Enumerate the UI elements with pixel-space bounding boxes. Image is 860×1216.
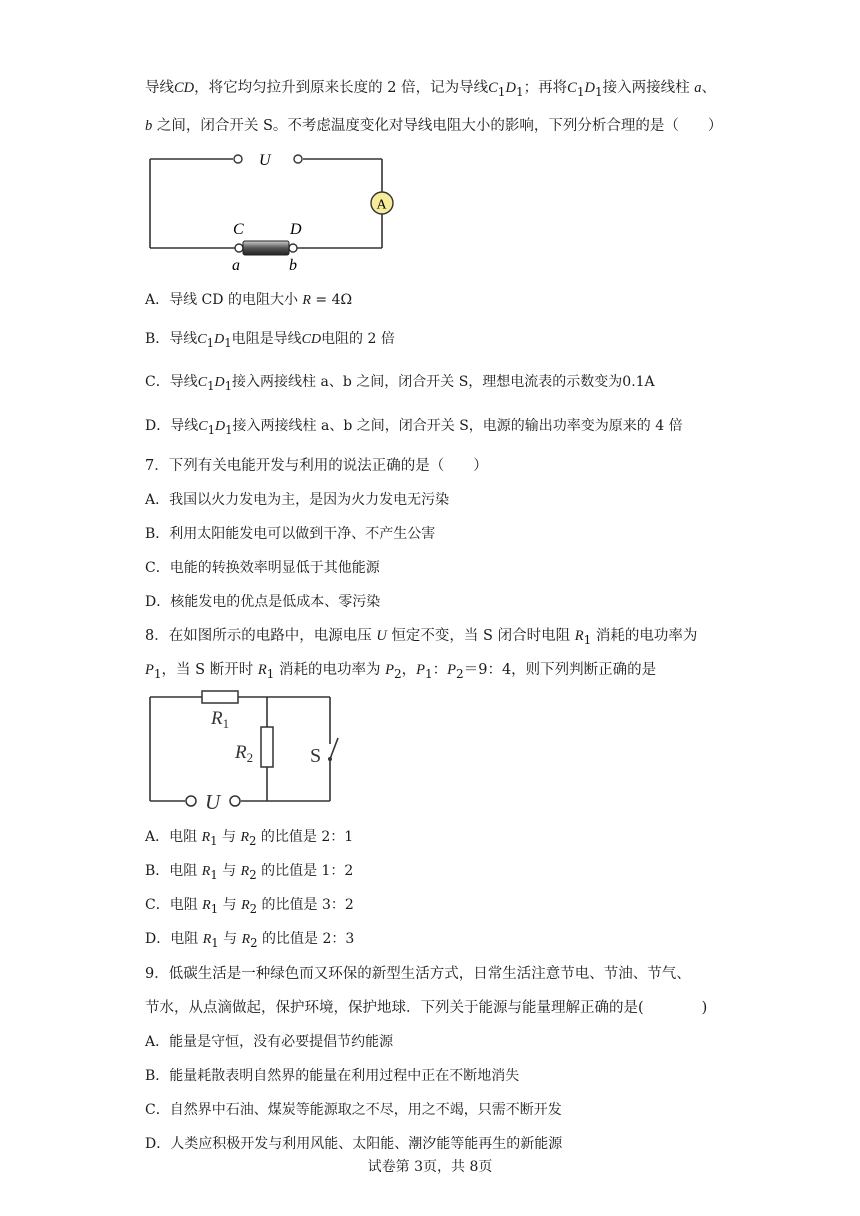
q6-option-b: B．导线$C_1D_1$电阻是导线CD电阻的 2 倍 [145, 331, 395, 350]
q8-circuit-diagram [145, 686, 345, 816]
q9-option-a: A．能量是守恒，没有必要提倡节约能源 [145, 1034, 394, 1050]
terminal-a [235, 244, 243, 252]
ammeter-label: A [376, 197, 387, 213]
q6-stem-line1: 导线CD，将它均匀拉升到原来长度的 2 倍，记为导线$C_1D_1$；再将$C_1D_1$接入两接线柱 a、 [145, 80, 717, 99]
label-u: U [259, 152, 271, 169]
q7-option-d: D．核能发电的优点是低成本、零污染 [145, 594, 381, 610]
q8-stem-line2: $P_1$，当 S 断开时 $R_1$ 消耗的电功率为 $P_2$，$P_1$：$P_2=9$：4，则下列判断正确的是 [145, 662, 657, 681]
q9-option-c: C．自然界中石油、煤炭等能源取之不尽，用之不竭，只需不断开发 [145, 1102, 562, 1118]
label-r2: $R_2$ [235, 742, 254, 765]
q6-option-a: A．导线 CD 的电阻大小 R = 4Ω [145, 292, 353, 308]
page-footer: 试卷第 3页，共 8页 [367, 1159, 493, 1175]
terminal-u-right [230, 796, 240, 806]
q6-stem-line2: b 之间，闭合开关 S。不考虑温度变化对导线电阻大小的影响，下列分析合理的是（ ） [145, 118, 723, 134]
q6-option-c: C．导线$C_1D_1$接入两接线柱 a、b 之间，闭合开关 S，理想电流表的示数变为0.1A [145, 374, 655, 393]
q9-stem-line2: 节水，从点滴做起，保护环境，保护地球．下列关于能源与能量理解正确的是( ) [145, 1000, 708, 1016]
q8-option-b: B．电阻 $R_1$ 与 $R_2$ 的比值是 1：2 [145, 863, 354, 882]
terminal-u-left [186, 796, 196, 806]
q7-option-a: A．我国以火力发电为主，是因为火力发电无污染 [145, 492, 450, 508]
label-u: U [205, 790, 221, 814]
switch-contact-icon [328, 757, 332, 761]
label-r1: $R_1$ [211, 708, 230, 731]
q6-option-d: D．导线$C_1D_1$接入两接线柱 a、b 之间，闭合开关 S，电源的输出功率变为原来的 4 倍 [145, 418, 683, 437]
q6-circuit-diagram [145, 145, 405, 275]
q9-option-b: B．能量耗散表明自然界的能量在利用过程中正在不断地消失 [145, 1068, 520, 1084]
label-a: a [232, 257, 240, 274]
q9-stem-line1: 9．低碳生活是一种绿色而又环保的新型生活方式，日常生活注意节电、节油、节气、 [145, 966, 691, 982]
q9-option-d: D．人类应积极开发与利用风能、太阳能、潮汐能等能再生的新能源 [145, 1136, 563, 1152]
resistor-r2-icon [261, 727, 273, 767]
label-b: b [289, 257, 297, 274]
q8-option-d: D．电阻 $R_1$ 与 $R_2$ 的比值是 2：3 [145, 931, 355, 950]
label-s: S [310, 745, 322, 767]
wire-cd-icon [243, 241, 289, 255]
q7-option-c: C．电能的转换效率明显低于其他能源 [145, 560, 380, 576]
q8-option-a: A．电阻 $R_1$ 与 $R_2$ 的比值是 2：1 [145, 829, 354, 848]
q7-option-b: B．利用太阳能发电可以做到干净、不产生公害 [145, 526, 436, 542]
resistor-r1-icon [202, 691, 238, 703]
terminal-b [289, 244, 297, 252]
label-c: C [233, 221, 244, 238]
label-d: D [290, 221, 302, 238]
q8-option-c: C．电阻 $R_1$ 与 $R_2$ 的比值是 3：2 [145, 897, 354, 916]
terminal-right-u [294, 155, 302, 163]
terminal-left-u [234, 155, 242, 163]
q8-stem-line1: 8．在如图所示的电路中，电源电压 U 恒定不变，当 S 闭合时电阻 $R_1$ 消耗的电功率为 [145, 628, 698, 647]
q7-stem: 7．下列有关电能开发与利用的说法正确的是（ ） [145, 458, 488, 474]
